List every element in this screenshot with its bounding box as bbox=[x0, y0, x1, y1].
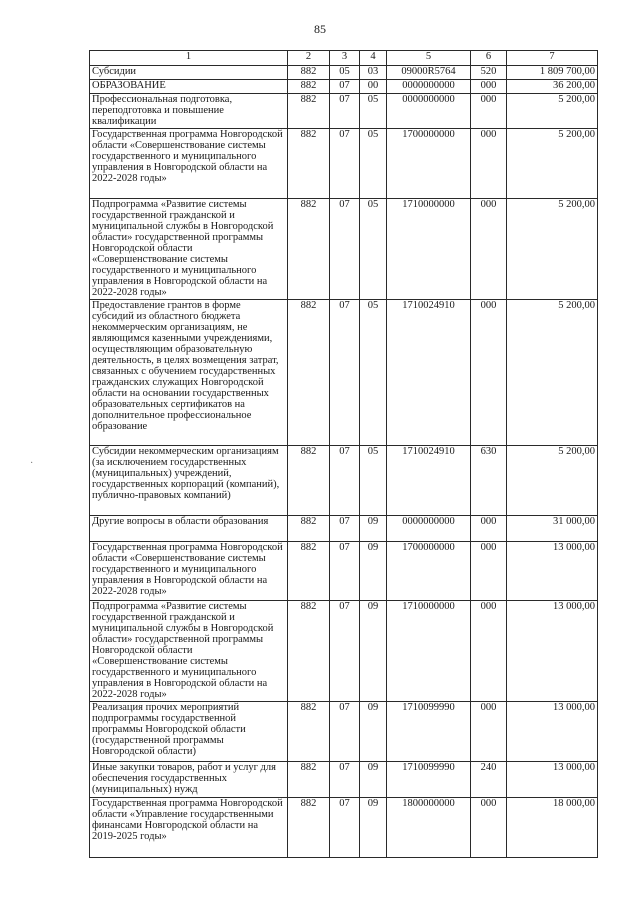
row-csr: 1710024910 bbox=[387, 300, 471, 446]
row-ved: 882 bbox=[288, 762, 330, 798]
table-row bbox=[90, 542, 598, 601]
row-vr: 000 bbox=[471, 80, 507, 94]
row-ved: 882 bbox=[288, 516, 330, 542]
row-pr: 09 bbox=[360, 798, 387, 858]
row-vr: 520 bbox=[471, 66, 507, 80]
row-vr: 000 bbox=[471, 199, 507, 300]
row-pr: 09 bbox=[360, 542, 387, 601]
table-row bbox=[90, 94, 598, 129]
row-rz: 07 bbox=[330, 80, 360, 94]
col-header-sum: 7 bbox=[507, 51, 598, 66]
margin-mark: · bbox=[30, 458, 34, 469]
row-ved: 882 bbox=[288, 798, 330, 858]
row-csr: 1700000000 bbox=[387, 129, 471, 199]
row-sum: 5 200,00 bbox=[507, 446, 598, 516]
row-pr: 09 bbox=[360, 516, 387, 542]
row-pr: 03 bbox=[360, 66, 387, 80]
row-sum: 5 200,00 bbox=[507, 129, 598, 199]
row-sum: 13 000,00 bbox=[507, 542, 598, 601]
row-pr: 05 bbox=[360, 446, 387, 516]
row-sum: 18 000,00 bbox=[507, 798, 598, 858]
row-vr: 000 bbox=[471, 542, 507, 601]
row-rz: 07 bbox=[330, 798, 360, 858]
col-header-vr: 6 bbox=[471, 51, 507, 66]
row-sum: 13 000,00 bbox=[507, 762, 598, 798]
row-vr: 240 bbox=[471, 762, 507, 798]
row-pr: 09 bbox=[360, 601, 387, 702]
row-sum: 5 200,00 bbox=[507, 300, 598, 446]
row-vr: 000 bbox=[471, 601, 507, 702]
row-csr: 1700000000 bbox=[387, 542, 471, 601]
row-pr: 05 bbox=[360, 300, 387, 446]
row-name: Подпрограмма «Развитие системы государственной гражданской и муниципальной службы в Новгородской области» государственной программы Новгородской области «Совершенствование системы государственного и муниципального управления в Новгородской области на 2022-2028 годы» bbox=[90, 601, 288, 702]
table-row bbox=[90, 516, 598, 542]
row-ved: 882 bbox=[288, 80, 330, 94]
row-vr: 000 bbox=[471, 798, 507, 858]
budget-table bbox=[89, 50, 598, 858]
row-sum: 1 809 700,00 bbox=[507, 66, 598, 80]
row-name: Государственная программа Новгородской области «Управление государственными финансами Новгородской области на 2019-2025 годы» bbox=[90, 798, 288, 858]
row-ved: 882 bbox=[288, 199, 330, 300]
header-row bbox=[90, 51, 598, 66]
table-row bbox=[90, 798, 598, 858]
row-sum: 31 000,00 bbox=[507, 516, 598, 542]
row-vr: 000 bbox=[471, 516, 507, 542]
row-pr: 09 bbox=[360, 762, 387, 798]
row-vr: 630 bbox=[471, 446, 507, 516]
row-ved: 882 bbox=[288, 446, 330, 516]
row-csr: 1710099990 bbox=[387, 702, 471, 762]
row-csr: 0000000000 bbox=[387, 94, 471, 129]
row-sum: 5 200,00 bbox=[507, 199, 598, 300]
row-ved: 882 bbox=[288, 702, 330, 762]
row-name: Предоставление грантов в форме субсидий из областного бюджета некоммерческим организациям, не являющимся казенными учреждениями, осуществляющим образовательную деятельность, в целях возмещения затрат, связанных с обучением государственных гражданских служащих Новгородской области на основании государственных образовательных сертификатов на дополнительное профессиональное образование bbox=[90, 300, 288, 446]
row-name: Подпрограмма «Развитие системы государственной гражданской и муниципальной службы в Новгородской области» государственной программы Новгородской области «Совершенствование системы государственного и муниципального управления в Новгородской области на 2022-2028 годы» bbox=[90, 199, 288, 300]
row-csr: 1710099990 bbox=[387, 762, 471, 798]
table-row bbox=[90, 66, 598, 80]
row-vr: 000 bbox=[471, 129, 507, 199]
row-rz: 07 bbox=[330, 300, 360, 446]
table-row bbox=[90, 300, 598, 446]
table-row bbox=[90, 199, 598, 300]
row-rz: 07 bbox=[330, 446, 360, 516]
row-csr: 0000000000 bbox=[387, 516, 471, 542]
row-name: Иные закупки товаров, работ и услуг для обеспечения государственных (муниципальных) нужд bbox=[90, 762, 288, 798]
row-vr: 000 bbox=[471, 94, 507, 129]
row-rz: 07 bbox=[330, 199, 360, 300]
row-sum: 36 200,00 bbox=[507, 80, 598, 94]
row-pr: 09 bbox=[360, 702, 387, 762]
col-header-pr: 4 bbox=[360, 51, 387, 66]
row-csr: 1710000000 bbox=[387, 601, 471, 702]
row-ved: 882 bbox=[288, 542, 330, 601]
col-header-name: 1 bbox=[90, 51, 288, 66]
row-vr: 000 bbox=[471, 300, 507, 446]
table-row bbox=[90, 129, 598, 199]
row-pr: 05 bbox=[360, 94, 387, 129]
col-header-rz: 3 bbox=[330, 51, 360, 66]
row-csr: 09000R5764 bbox=[387, 66, 471, 80]
table-row bbox=[90, 446, 598, 516]
row-rz: 07 bbox=[330, 702, 360, 762]
row-csr: 1800000000 bbox=[387, 798, 471, 858]
table-row bbox=[90, 601, 598, 702]
table-row bbox=[90, 702, 598, 762]
row-sum: 13 000,00 bbox=[507, 601, 598, 702]
row-rz: 07 bbox=[330, 129, 360, 199]
row-name: Реализация прочих мероприятий подпрограммы государственной программы Новгородской области (государственной программы Новгородской области) bbox=[90, 702, 288, 762]
col-header-ved: 2 bbox=[288, 51, 330, 66]
row-name: Субсидии некоммерческим организациям (за исключением государственных (муниципальных) учреждений, государственных корпораций (компаний), публично-правовых компаний) bbox=[90, 446, 288, 516]
row-rz: 07 bbox=[330, 762, 360, 798]
row-ved: 882 bbox=[288, 129, 330, 199]
row-csr: 1710024910 bbox=[387, 446, 471, 516]
row-rz: 07 bbox=[330, 542, 360, 601]
row-pr: 05 bbox=[360, 129, 387, 199]
row-name: ОБРАЗОВАНИЕ bbox=[90, 80, 288, 94]
row-vr: 000 bbox=[471, 702, 507, 762]
row-pr: 05 bbox=[360, 199, 387, 300]
page-number: 85 bbox=[314, 22, 326, 36]
row-ved: 882 bbox=[288, 300, 330, 446]
row-name: Субсидии bbox=[90, 66, 288, 80]
row-name: Другие вопросы в области образования bbox=[90, 516, 288, 542]
row-rz: 05 bbox=[330, 66, 360, 80]
row-sum: 5 200,00 bbox=[507, 94, 598, 129]
table-row bbox=[90, 762, 598, 798]
row-ved: 882 bbox=[288, 66, 330, 80]
row-name: Государственная программа Новгородской области «Совершенствование системы государственного и муниципального управления в Новгородской области на 2022-2028 годы» bbox=[90, 542, 288, 601]
table-row bbox=[90, 80, 598, 94]
row-name: Профессиональная подготовка, переподготовка и повышение квалификации bbox=[90, 94, 288, 129]
row-ved: 882 bbox=[288, 601, 330, 702]
row-ved: 882 bbox=[288, 94, 330, 129]
row-rz: 07 bbox=[330, 516, 360, 542]
row-rz: 07 bbox=[330, 94, 360, 129]
row-sum: 13 000,00 bbox=[507, 702, 598, 762]
row-name: Государственная программа Новгородской области «Совершенствование системы государственного и муниципального управления в Новгородской области на 2022-2028 годы» bbox=[90, 129, 288, 199]
row-rz: 07 bbox=[330, 601, 360, 702]
row-pr: 00 bbox=[360, 80, 387, 94]
row-csr: 0000000000 bbox=[387, 80, 471, 94]
col-header-csr: 5 bbox=[387, 51, 471, 66]
row-csr: 1710000000 bbox=[387, 199, 471, 300]
